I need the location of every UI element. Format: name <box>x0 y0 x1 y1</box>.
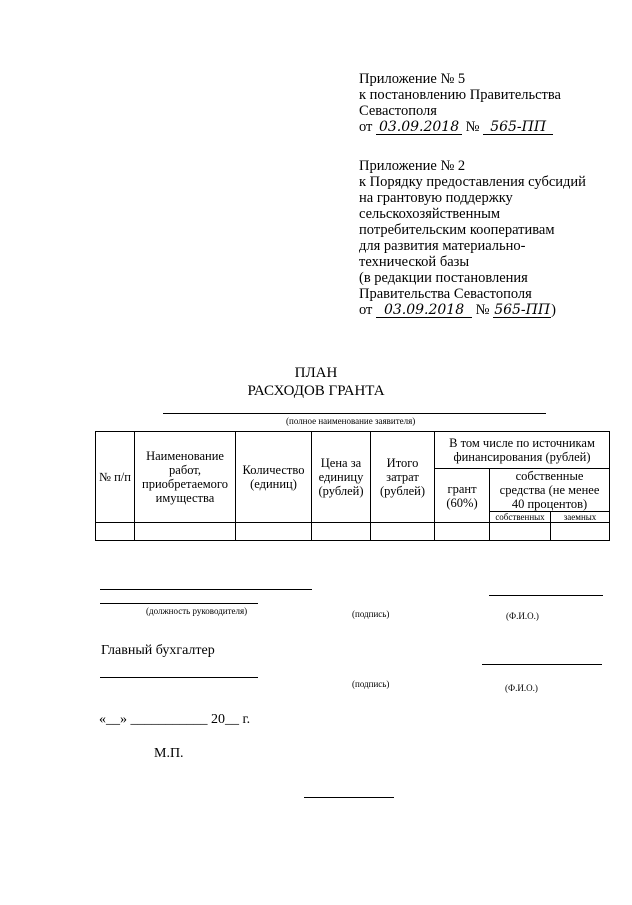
document-title: ПЛАН <box>294 365 338 381</box>
appendix2-header <box>359 158 586 318</box>
header-total: Итого затрат (рублей) <box>371 432 435 523</box>
table-row <box>96 523 610 541</box>
appendix2-number: 565-ПП <box>494 302 551 318</box>
cell-number <box>96 523 135 541</box>
header-quantity: Количество (единиц) <box>236 432 312 523</box>
grant-expense-table <box>95 431 610 541</box>
header-own-self: собственных <box>490 512 551 523</box>
appendix2-line9: Правительства Севастополя <box>359 286 532 302</box>
chief-accountant-label: Главный бухгалтер <box>101 643 215 658</box>
stamp-label: М.П. <box>154 746 184 761</box>
cell-own-self <box>490 523 551 541</box>
header-funding-sources: В том числе по источникам финансирования (рублей) <box>435 432 610 469</box>
appendix2-close-paren: ) <box>551 302 556 318</box>
chief-accountant-line <box>100 677 258 678</box>
cell-quantity <box>236 523 312 541</box>
organization-line <box>100 589 312 590</box>
appendix5-date-line <box>359 119 561 135</box>
fio-caption-2: (Ф.И.О.) <box>505 683 538 693</box>
fio-caption: (Ф.И.О.) <box>506 611 539 621</box>
appendix5-title: Приложение № 5 <box>359 71 466 87</box>
appendix2-ot: от <box>359 302 373 318</box>
date-line: «__» ___________ 20__ г. <box>99 712 251 727</box>
position-caption: (должность руководителя) <box>146 606 248 616</box>
fio-line <box>489 595 603 596</box>
header-unit-price: Цена за единицу (рублей) <box>312 432 371 523</box>
appendix2-line5: потребительским кооперативам <box>359 222 555 238</box>
appendix2-line3: на грантовую поддержку <box>359 190 513 206</box>
signature-caption: (подпись) <box>352 609 390 619</box>
cell-own-loan <box>551 523 610 541</box>
applicant-caption: (полное наименование заявителя) <box>286 416 416 426</box>
appendix2-line7: технической базы <box>359 254 470 270</box>
header-grant: грант (60%) <box>435 469 490 523</box>
appendix2-date: 03.09.2018 <box>376 303 472 318</box>
appendix5-num-sign: № <box>465 119 480 135</box>
appendix5-number: 565-ПП <box>483 120 553 135</box>
document-subtitle: РАСХОДОВ ГРАНТА <box>247 383 385 399</box>
appendix2-line6: для развития материально- <box>359 238 526 254</box>
chief-fio-line <box>482 664 602 665</box>
header-item-name: Наименование работ, приобретаемого имущества <box>135 432 236 523</box>
header-number: № п/п <box>96 432 135 523</box>
appendix5-ot: от <box>359 119 373 135</box>
cell-grant <box>435 523 490 541</box>
appendix5-date: 03.09.2018 <box>376 120 462 135</box>
appendix2-date-line <box>359 302 586 318</box>
cell-total <box>371 523 435 541</box>
appendix2-num-sign: № <box>475 302 490 318</box>
cell-unit-price <box>312 523 371 541</box>
position-line <box>100 603 258 604</box>
bottom-divider <box>304 797 394 798</box>
signature-caption-2: (подпись) <box>352 679 390 689</box>
header-own-funds: собственные средства (не менее 40 процентов) <box>490 469 610 512</box>
appendix2-line8: (в редакции постановления <box>359 270 528 286</box>
cell-item-name <box>135 523 236 541</box>
appendix5-line2: к постановлению Правительства <box>359 87 561 103</box>
appendix2-line2: к Порядку предоставления субсидий <box>359 174 586 190</box>
header-own-loan: заемных <box>551 512 610 523</box>
applicant-name-line <box>163 413 546 414</box>
appendix2-title: Приложение № 2 <box>359 158 466 174</box>
appendix2-line4: сельскохозяйственным <box>359 206 501 222</box>
appendix5-line3: Севастополя <box>359 103 437 119</box>
appendix5-header <box>359 71 561 135</box>
